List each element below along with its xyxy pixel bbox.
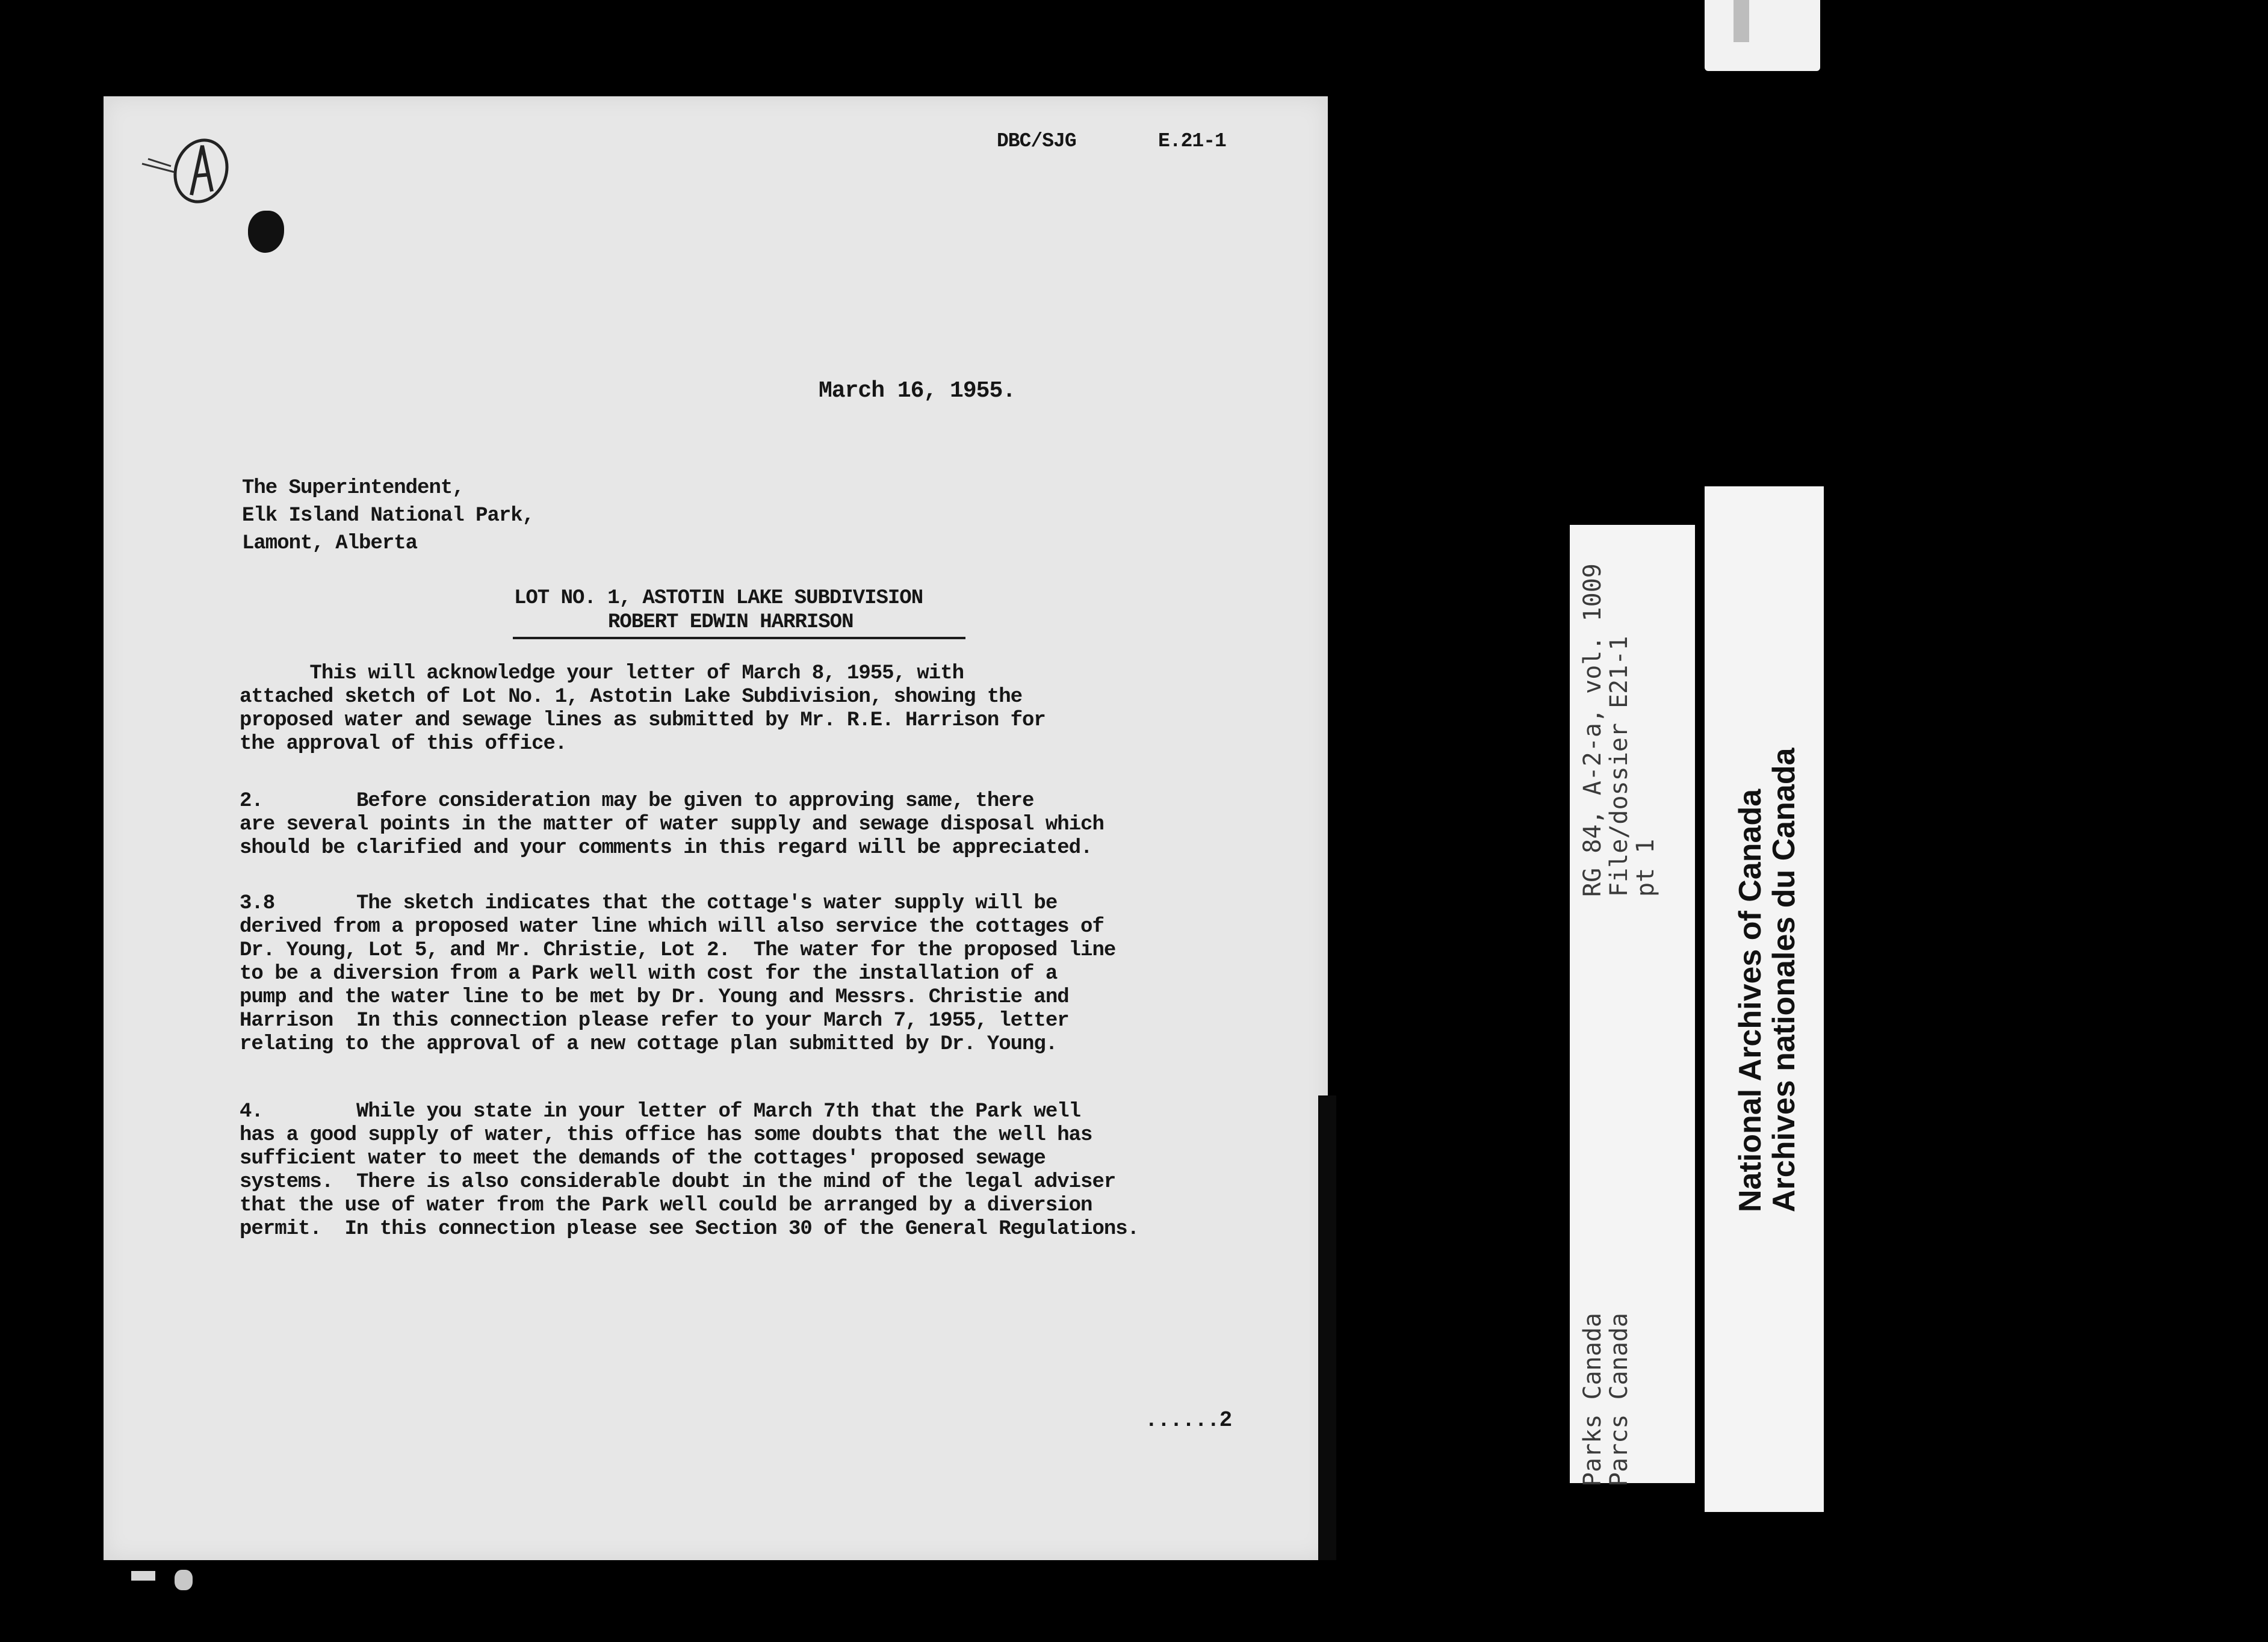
archive-agency-text — [1579, 1313, 1632, 1487]
letter-date: March 16, 1955. — [819, 378, 1016, 404]
text-line: derived from a proposed water line which will also service the cottages of — [240, 915, 1104, 938]
text-line: permit. In this connection please see Section 30 of the General Regulations. — [240, 1218, 1139, 1241]
page-shadow-edge — [1318, 1095, 1336, 1560]
text-line: sufficient water to meet the demands of the cottages' proposed sewage — [240, 1147, 1046, 1170]
text-line: Dr. Young, Lot 5, and Mr. Christie, Lot 2. The water for the proposed line — [240, 939, 1116, 962]
film-speck — [175, 1570, 193, 1590]
text-line: 2. Before consideration may be given to approving same, there — [240, 790, 1034, 813]
subject-line: LOT NO. 1, ASTOTIN LAKE SUBDIVISION — [514, 587, 923, 610]
film-top-strip — [1705, 0, 1820, 71]
text-line: that the use of water from the Park well could be arranged by a diversion — [240, 1194, 1092, 1217]
archive-reference-text — [1579, 563, 1659, 897]
text-line: has a good supply of water, this office has some doubts that the well has — [240, 1124, 1092, 1147]
reference-line: RG 84, A-2-a, vol. 1009 — [1579, 563, 1606, 897]
recipient-address — [242, 474, 534, 557]
agency-line: Parcs Canada — [1605, 1313, 1633, 1487]
text-line: 4. While you state in your letter of March 7th that the Park well — [240, 1100, 1081, 1123]
text-line: are several points in the matter of water supply and sewage disposal which — [240, 813, 1104, 836]
text-line: should be clarified and your comments in this regard will be appreciated. — [240, 837, 1092, 860]
paragraph-4 — [240, 1100, 1139, 1241]
institution-line: National Archives of Canada — [1733, 788, 1768, 1212]
text-line: the approval of this office. — [240, 733, 567, 755]
institution-line: Archives nationales du Canada — [1767, 748, 1802, 1212]
subject-line: ROBERT EDWIN HARRISON — [608, 611, 854, 634]
address-line: Lamont, Alberta — [242, 532, 418, 555]
paragraph-1 — [240, 662, 1046, 756]
file-number: E.21-1 — [1158, 130, 1226, 152]
subject-underline — [513, 637, 965, 639]
film-speck — [131, 1571, 155, 1581]
text-line: proposed water and sewage lines as submitted by Mr. R.E. Harrison for — [240, 709, 1046, 732]
text-line: systems. There is also considerable doubt in the mind of the legal adviser — [240, 1171, 1116, 1194]
agency-line: Parks Canada — [1579, 1313, 1606, 1487]
text-line: relating to the approval of a new cottage plan submitted by Dr. Young. — [240, 1033, 1058, 1056]
text-line: 3.8 The sketch indicates that the cottage's water supply will be — [240, 892, 1058, 915]
text-line: attached sketch of Lot No. 1, Astotin Lake Subdivision, showing the — [240, 686, 1023, 708]
text-line: pump and the water line to be met by Dr. Young and Messrs. Christie and — [240, 986, 1069, 1009]
paragraph-2 — [240, 790, 1104, 860]
reference-initials: DBC/SJG — [997, 130, 1076, 152]
address-line: Elk Island National Park, — [242, 504, 534, 527]
text-line: This will acknowledge your letter of March 8, 1955, with — [240, 662, 964, 685]
text-line: to be a diversion from a Park well with cost for the installation of a — [240, 962, 1058, 985]
reference-line: File/dossier E21-1 — [1605, 636, 1633, 897]
reference-line: pt 1 — [1632, 838, 1659, 897]
stamp-mark-icon — [136, 129, 238, 219]
paragraph-3 — [240, 892, 1115, 1056]
text-line: Harrison In this connection please refer to your March 7, 1955, letter — [240, 1009, 1069, 1032]
continuation-marker: ......2 — [1145, 1408, 1232, 1433]
archive-institution-text — [1734, 748, 1801, 1212]
address-line: The Superintendent, — [242, 477, 464, 500]
